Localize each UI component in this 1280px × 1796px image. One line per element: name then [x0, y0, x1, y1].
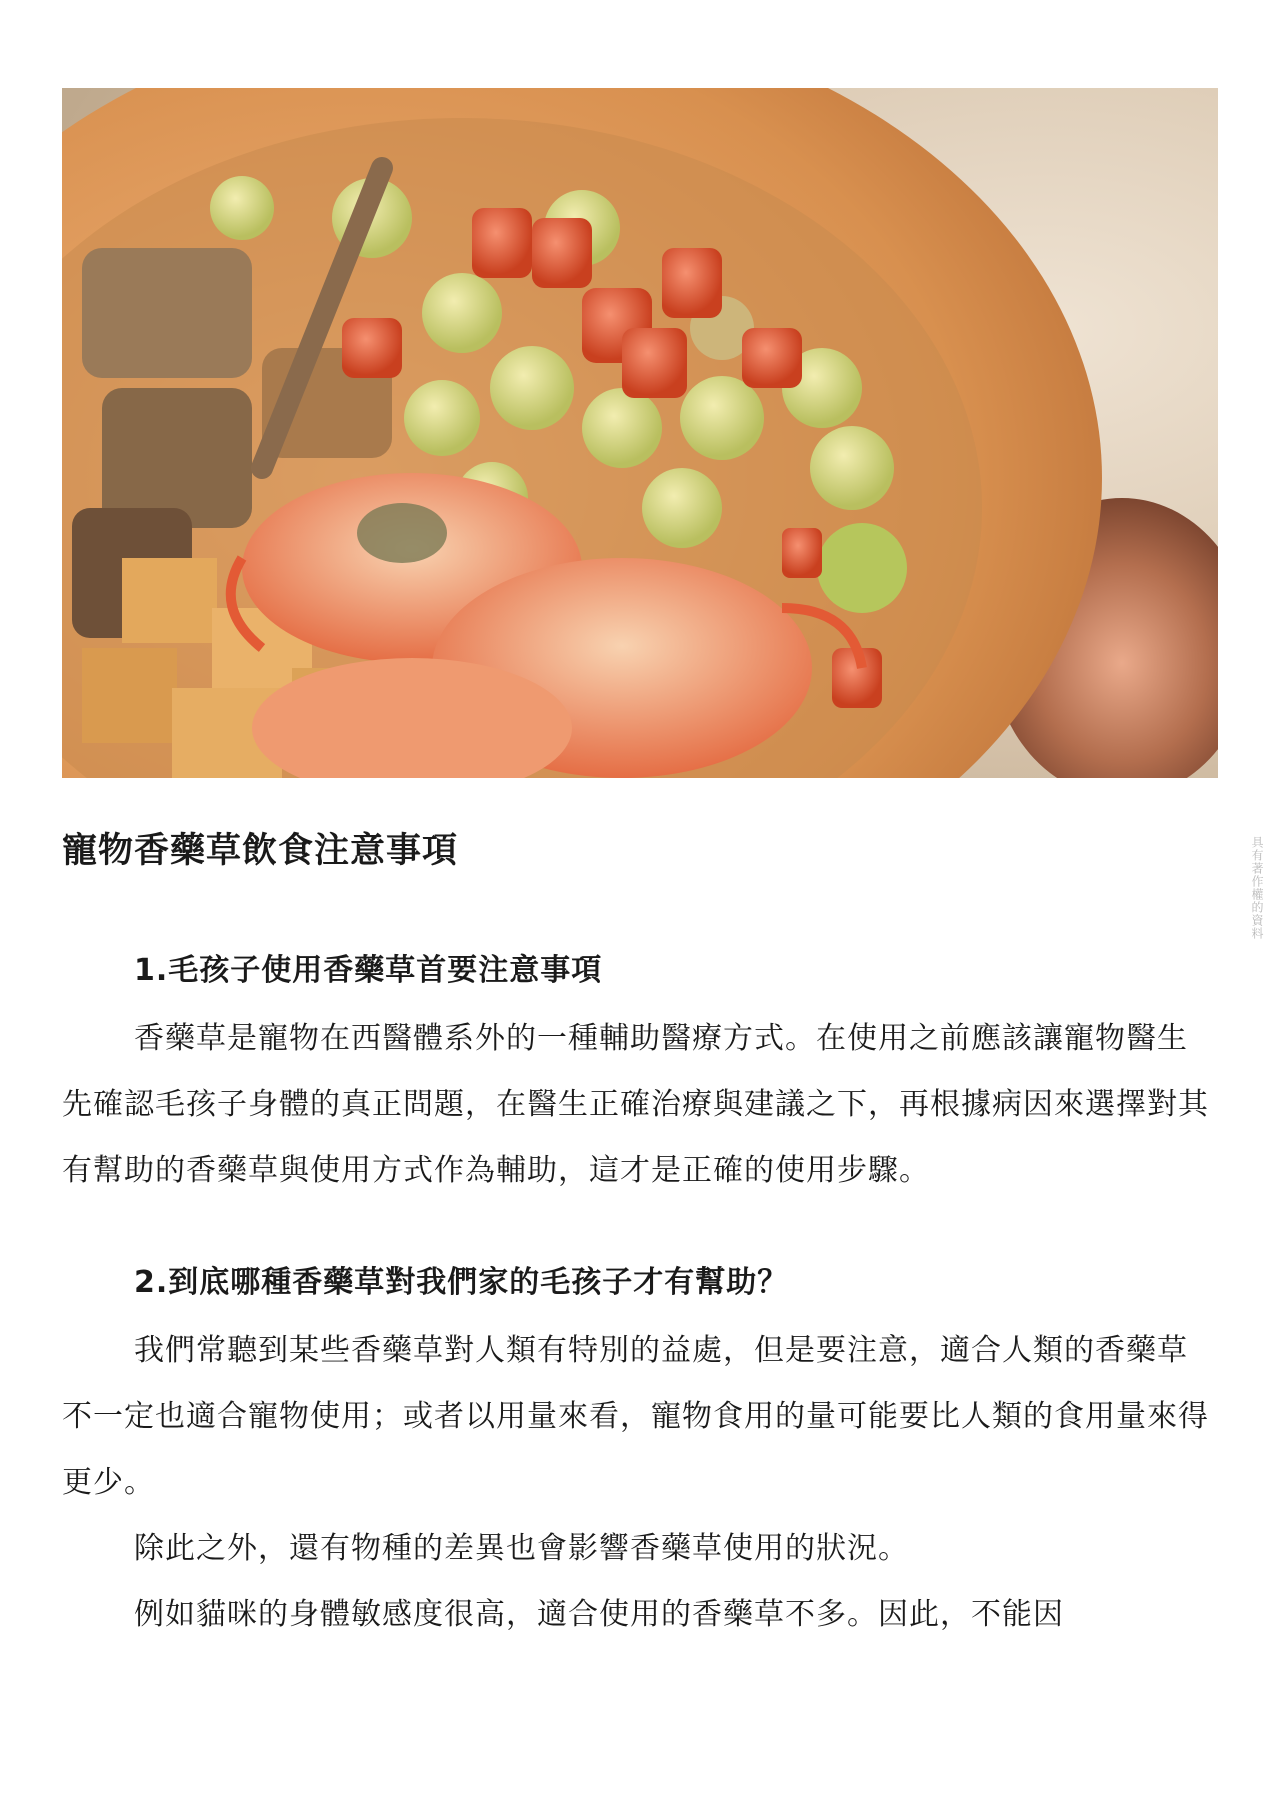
copyright-watermark: 具有著作權的資料	[1250, 836, 1264, 940]
section-spacer	[62, 1204, 1212, 1248]
section-1-paragraph: 香藥草是寵物在西醫體系外的一種輔助醫療方式。在使用之前應該讓寵物醫生先確認毛孩子身體的真正問題，在醫生正確治療與建議之下，再根據病因來選擇對其有幫助的香藥草與使用方式作為輔助，這才是正確的使用步驟。	[62, 1021, 1209, 1188]
section-heading-2: 2.到底哪種香藥草對我們家的毛孩子才有幫助？	[134, 1265, 789, 1300]
section-2-paragraph-1: 我們常聽到某些香藥草對人類有特別的益處，但是要注意，適合人類的香藥草不一定也適合寵物使用；或者以用量來看，寵物食用的量可能要比人類的食用量來得更少。	[62, 1333, 1209, 1500]
section-heading-1: 1.毛孩子使用香藥草首要注意事項	[134, 953, 603, 988]
section-2-paragraph-2: 除此之外，還有物種的差異也會影響香藥草使用的狀況。	[134, 1531, 909, 1566]
pet-food-bowl-illustration	[62, 88, 1218, 778]
food-photo	[62, 88, 1218, 778]
section-2-paragraph-3: 例如貓咪的身體敏感度很高，適合使用的香藥草不多。因此，不能因	[134, 1597, 1064, 1632]
article-body	[62, 816, 1212, 1648]
article-title: 寵物香藥草飲食注意事項	[62, 831, 459, 871]
